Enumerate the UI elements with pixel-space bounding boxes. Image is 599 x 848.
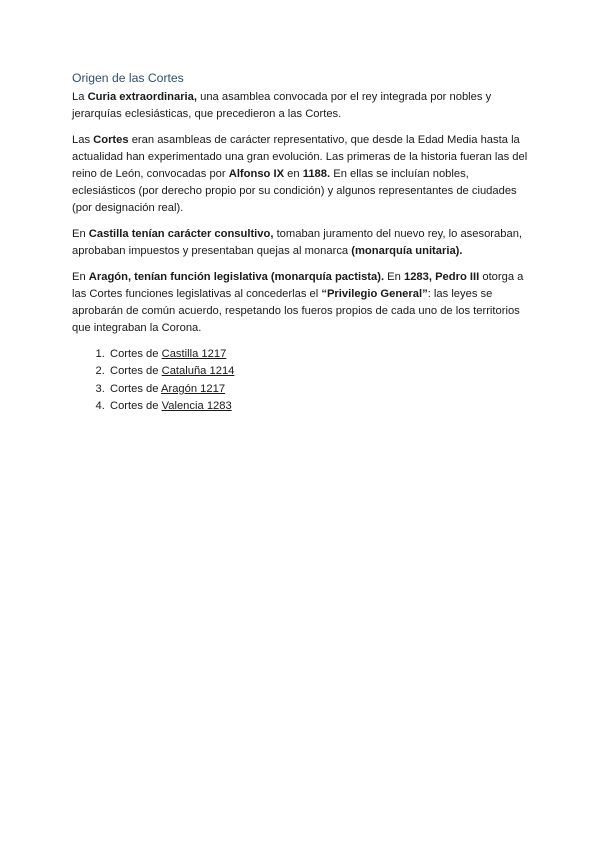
text: tomaban juramento del nuevo rey, lo asesoraban, aprobaban impuestos y presentaban quejas al monarca <box>72 228 523 257</box>
paragraph-castilla <box>72 226 532 260</box>
bold-text: Alfonso IX <box>228 168 285 180</box>
list-item-prefix: Cortes de <box>110 348 162 360</box>
section-heading: Origen de las Cortes <box>72 71 184 85</box>
bold-text: 1188. <box>302 168 331 180</box>
bold-text: Curia extraordinaria, <box>87 91 197 103</box>
list-item-link[interactable]: Aragón 1217 <box>161 382 226 395</box>
list-item <box>108 363 532 380</box>
text: otorga a las Cortes funciones legislativas al concederlas el <box>72 271 524 300</box>
text: En <box>72 228 89 240</box>
list-item-prefix: Cortes de <box>110 365 162 378</box>
text: En <box>72 271 89 283</box>
text: en <box>284 168 303 180</box>
list-item-prefix: Cortes de <box>110 382 161 395</box>
list-item <box>108 346 532 363</box>
text: La <box>72 91 88 103</box>
list-item <box>108 381 532 398</box>
list-item-link[interactable]: Cataluña 1214 <box>161 365 235 378</box>
bold-text: (monarquía unitaria). <box>351 245 463 257</box>
paragraph-cortes <box>72 132 532 217</box>
text: Las <box>72 134 94 146</box>
list-item-link[interactable]: Valencia 1283 <box>161 400 232 413</box>
text: eran asambleas de carácter representativo, que desde la Edad Media hasta la actualidad han experimentado una gran evolución. Las primeras de la historia fueran las del reino de León, convocadas por <box>72 134 528 180</box>
paragraph-curia <box>72 89 532 123</box>
document-body <box>72 70 532 416</box>
text: : las leyes se aprobarán de común acuerdo, respetando los fueros propios de cada uno de los territorios que integraban la Corona. <box>72 288 520 334</box>
text: En <box>384 271 404 283</box>
list-item-link[interactable]: Castilla 1217 <box>161 348 227 360</box>
text: En ellas se incluían nobles, eclesiásticos (por derecho propio por su condición) y algunos representantes de ciudades (por designación real). <box>72 168 517 214</box>
bold-text: 1283, Pedro III <box>403 271 480 283</box>
text: una asamblea convocada por el rey integrada por nobles y jerarquías eclesiásticas, que precedieron a las Cortes. <box>72 91 492 120</box>
list-item-prefix: Cortes de <box>110 400 162 413</box>
cortes-list <box>72 346 532 416</box>
bold-text: Aragón, tenían función legislativa (monarquía pactista). <box>88 271 385 283</box>
list-item <box>108 398 532 415</box>
bold-text: “Privilegio General” <box>321 288 428 300</box>
bold-text: Castilla tenían carácter consultivo, <box>88 228 274 240</box>
paragraph-aragon <box>72 269 532 337</box>
bold-text: Cortes <box>93 134 129 146</box>
